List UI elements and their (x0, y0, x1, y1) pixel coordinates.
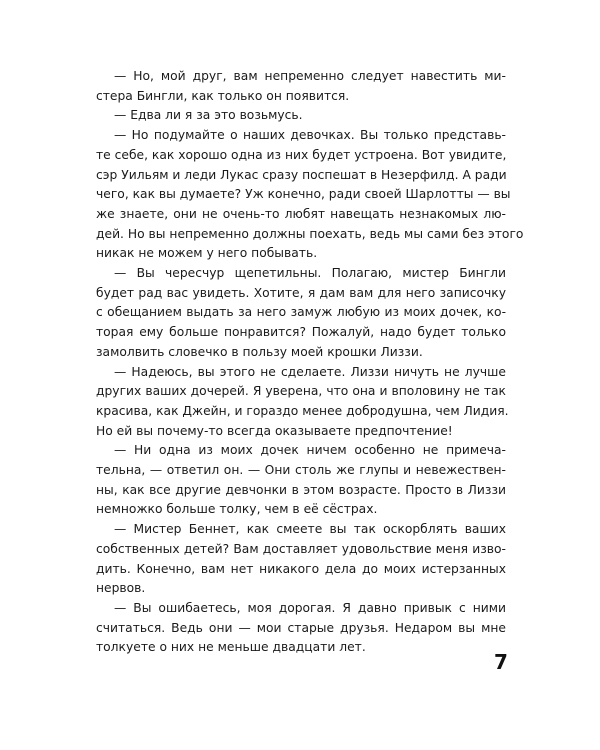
text-line: — Вы чересчур щепетильны. Полагаю, мистер Бингли (114, 266, 506, 281)
paragraph (96, 264, 506, 363)
text-line: — Едва ли я за это возьмусь. (114, 108, 303, 123)
paragraph (96, 67, 506, 106)
text-line: толкуете о них не меньше двадцати лет. (96, 640, 366, 655)
paragraph (96, 363, 509, 442)
text-line: чего, как вы думаете? Уж конечно, ради своей Шарлотты — вы (96, 187, 511, 202)
page-body (96, 67, 524, 658)
text-line: — Мистер Беннет, как смеете вы так оскорблять ваших (114, 522, 506, 537)
text-line: нервов. (96, 581, 146, 596)
text-line: с обещанием выдать за него замуж любую из моих дочек, ко- (96, 305, 506, 320)
text-line: никак не можем у него побывать. (96, 246, 318, 261)
text-line: замолвить словечко в пользу моей крошки Лиззи. (96, 344, 423, 359)
text-line: тельна, — ответил он. — Они столь же глупы и невежествен- (96, 463, 506, 478)
text-line: будет рад вас увидеть. Хотите, я дам вам для него записочку (96, 285, 506, 300)
text-line: дей. Но вы непременно должны поехать, ведь мы сами без этого (96, 226, 524, 241)
paragraph (96, 441, 506, 520)
text-line: других ваших дочерей. Я уверена, что она и вполовину не так (96, 384, 506, 399)
text-line: — Надеюсь, вы этого не сделаете. Лиззи ничуть не лучше (114, 364, 506, 379)
page-number: 7 (494, 650, 508, 674)
text-line: Но ей вы почему-то всегда оказываете предпочтение! (96, 423, 453, 438)
text-line: немножко больше толку, чем в её сёстрах. (96, 502, 378, 517)
text-line: сэр Уильям и леди Лукас сразу поспешат в Незерфилд. А ради (96, 167, 507, 182)
text-line: — Но, мой друг, вам непременно следует навестить ми- (114, 69, 506, 83)
text-line: же знаете, они не очень-то любят навещать незнакомых лю- (96, 206, 506, 221)
text-line: — Ни одна из моих дочек ничем особенно не примеча- (114, 443, 506, 458)
paragraph (96, 126, 524, 264)
text-line: торая ему больше понравится? Пожалуй, надо будет только (96, 325, 506, 340)
text-line: ны, как все другие девчонки в этом возрасте. Просто в Лиззи (96, 482, 506, 497)
text-line: те себе, как хорошо одна из них будет устроена. Вот увидите, (96, 147, 507, 162)
text-line: собственных детей? Вам доставляет удовольствие меня изво- (96, 541, 506, 556)
text-line: считаться. Ведь они — мои старые друзья. Недаром вы мне (96, 620, 506, 635)
text-line: — Вы ошибаетесь, моя дорогая. Я давно привык с ними (114, 600, 506, 615)
paragraph (96, 520, 506, 599)
text-line: красива, как Джейн, и гораздо менее добродушна, чем Лидия. (96, 403, 509, 418)
text-line: — Но подумайте о наших девочках. Вы только представь- (114, 128, 506, 143)
text-line: стера Бингли, как только он появится. (96, 88, 350, 103)
paragraph (96, 599, 506, 658)
paragraph (96, 106, 506, 126)
text-line: дить. Конечно, вам нет никакого дела до моих истерзанных (96, 561, 506, 576)
